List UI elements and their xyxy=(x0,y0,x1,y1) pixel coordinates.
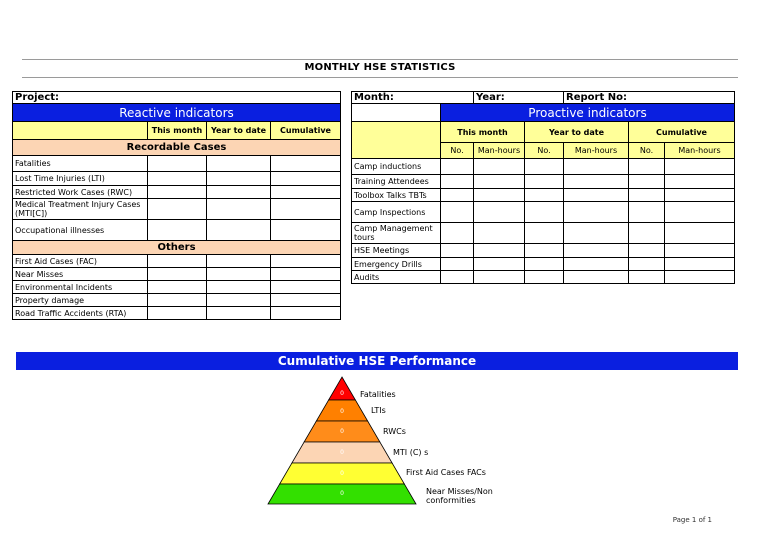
proactive-title: Proactive indicators xyxy=(441,104,735,122)
project-label: Project: xyxy=(13,92,341,104)
reactive-row-label: Property damage xyxy=(13,294,148,307)
tier-value-fatalities: 0 xyxy=(340,390,344,397)
subcol-man-hours: Man-hours xyxy=(474,143,525,159)
subcol-no: No. xyxy=(525,143,564,159)
performance-title: Cumulative HSE Performance xyxy=(16,352,738,370)
subcol-no: No. xyxy=(629,143,665,159)
others-title: Others xyxy=(13,241,341,255)
reactive-col-year-to-date: Year to date xyxy=(207,122,271,140)
tier-label-rwcs: RWCs xyxy=(383,427,406,436)
reactive-row-label: First Aid Cases (FAC) xyxy=(13,255,148,268)
tier-value-near-misses: 0 xyxy=(340,490,344,497)
tier-label-mtics: MTI (C) s xyxy=(393,448,429,457)
subcol-man-hours: Man-hours xyxy=(564,143,629,159)
reactive-row-label: Fatalities xyxy=(13,156,148,172)
reactive-row-label: Near Misses xyxy=(13,268,148,281)
reactive-row-label: Medical Treatment Injury Cases (MTI[C]) xyxy=(13,199,148,220)
reactive-col-cumulative: Cumulative xyxy=(271,122,341,140)
document-title: MONTHLY HSE STATISTICS xyxy=(304,62,456,73)
proactive-group-this-month: This month xyxy=(441,122,525,143)
reactive-row-label: Road Traffic Accidents (RTA) xyxy=(13,307,148,320)
tier-label-ltis: LTIs xyxy=(371,406,386,415)
proactive-group-year-to-date: Year to date xyxy=(525,122,629,143)
reactive-row-label: Restricted Work Cases (RWC) xyxy=(13,186,148,199)
reactive-col-this-month: This month xyxy=(148,122,207,140)
tier-value-rwcs: 0 xyxy=(340,428,344,435)
tier-label-near-misses: Near Misses/Non conformities xyxy=(426,487,493,505)
tier-value-mtics: 0 xyxy=(340,449,344,456)
proactive-row-label: Toolbox Talks TBTs xyxy=(352,189,441,202)
month-label: Month: xyxy=(352,92,474,104)
proactive-row-label: Audits xyxy=(352,271,441,284)
subcol-no: No. xyxy=(441,143,474,159)
report-no-label: Report No: xyxy=(564,92,735,104)
proactive-row-label: Camp Management tours xyxy=(352,223,441,244)
subcol-man-hours: Man-hours xyxy=(665,143,735,159)
reactive-row-label: Lost Time Injuries (LTI) xyxy=(13,172,148,186)
reactive-row-label: Occupational illnesses xyxy=(13,220,148,241)
proactive-row-label: HSE Meetings xyxy=(352,244,441,258)
proactive-row-label: Emergency Drills xyxy=(352,258,441,271)
proactive-row-label: Training Attendees xyxy=(352,175,441,189)
tier-label-facs: First Aid Cases FACs xyxy=(406,468,486,477)
reactive-title: Reactive indicators xyxy=(13,104,341,122)
tier-value-facs: 0 xyxy=(340,470,344,477)
proactive-row-label: Camp Inspections xyxy=(352,202,441,223)
proactive-group-cumulative: Cumulative xyxy=(629,122,735,143)
page-number: Page 1 of 1 xyxy=(672,516,712,524)
proactive-row-label: Camp inductions xyxy=(352,159,441,175)
tier-value-ltis: 0 xyxy=(340,408,344,415)
year-label: Year: xyxy=(474,92,564,104)
tier-label-fatalities: Fatalities xyxy=(360,390,396,399)
reactive-row-label: Environmental Incidents xyxy=(13,281,148,294)
recordable-cases-title: Recordable Cases xyxy=(13,140,341,156)
